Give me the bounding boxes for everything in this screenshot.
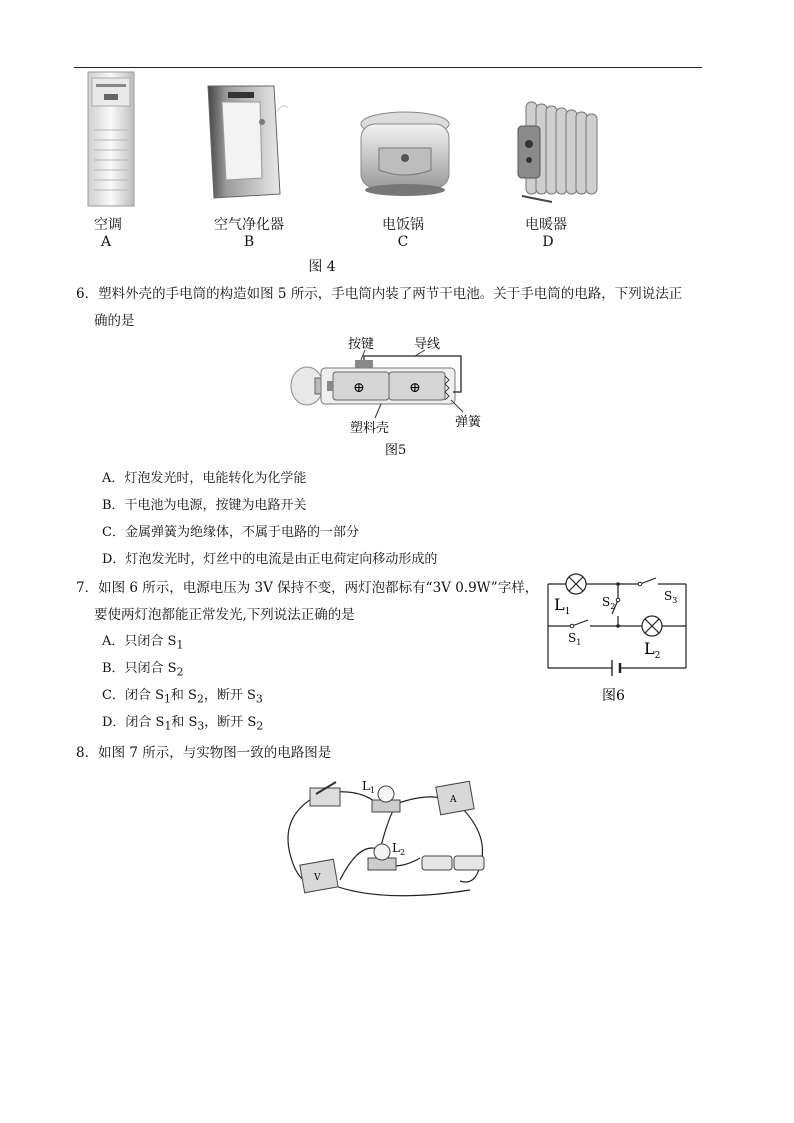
fig6-l2-label: $L_2$ <box>644 639 661 661</box>
q7-stem-line1: 7．如图 6 所示，电源电压为 3V 保持不变，两灯泡都标有“3V 0.9W”字样， <box>76 580 539 596</box>
fig6-s1-label: $S_1$ <box>568 631 582 647</box>
fig7-ammeter-label: A <box>450 795 457 805</box>
q6-option-c: C．金属弹簧为绝缘体，不属于电路的一部分 <box>102 525 359 540</box>
air-purifier-image <box>200 82 290 202</box>
fig4-name-a: 空调 <box>94 217 122 233</box>
q7-stem-line2: 要使两灯泡都能正常发光,下列说法正确的是 <box>94 607 355 623</box>
fig4-letter-b: B <box>243 234 255 250</box>
flashlight-diagram <box>285 336 495 461</box>
label-button: 按键 <box>348 337 375 352</box>
battery-plus-2: ⊕ <box>409 380 421 396</box>
figure-4-caption: 图 4 <box>308 259 336 275</box>
battery-plus-1: ⊕ <box>353 380 365 396</box>
q6-stem-line1: 6．塑料外壳的手电筒的构造如图 5 所示，手电筒内装了两节干电池。关于手电筒的电路，下列说法正 <box>76 286 683 302</box>
fig4-letter-a: A <box>100 234 112 250</box>
header-rule <box>74 67 702 68</box>
electric-heater-image <box>512 96 607 206</box>
label-spring: 弹簧 <box>455 415 482 430</box>
fig7-voltmeter-label: V <box>314 873 321 883</box>
physical-circuit-fig7 <box>280 772 500 900</box>
fig4-name-c: 电饭锅 <box>382 217 424 233</box>
q6-stem-line2: 确的是 <box>94 313 135 329</box>
figure-5-caption: 图5 <box>385 443 407 458</box>
figure-6-caption: 图6 <box>602 688 625 704</box>
fig4-name-d: 电暖器 <box>525 217 567 233</box>
q6-option-d: D．灯泡发光时，灯丝中的电流是由正电荷定向移动形成的 <box>102 552 438 567</box>
q8-stem: 8．如图 7 所示，与实物图一致的电路图是 <box>76 745 332 761</box>
q7-option-b: B．只闭合 $S_2$ <box>102 661 184 679</box>
fig4-letter-d: D <box>542 234 554 250</box>
circuit-diagram-fig6 <box>540 570 700 710</box>
q7-option-a: A．只闭合 $S_1$ <box>102 634 184 652</box>
rice-cooker-image <box>355 108 455 203</box>
air-conditioner-image <box>82 70 142 210</box>
fig7-l1-label: $L_1$ <box>362 779 376 795</box>
label-wire: 导线 <box>414 337 441 352</box>
fig6-l1-label: $L_1$ <box>554 595 571 617</box>
q7-option-c: C．闭合 $S_1$和 $S_2$，断开 $S_3$ <box>102 688 263 706</box>
fig7-l2-label: $L_2$ <box>392 841 406 857</box>
fig4-letter-c: C <box>397 234 409 250</box>
q6-option-a: A．灯泡发光时，电能转化为化学能 <box>102 471 307 486</box>
q7-option-d: D．闭合 $S_1$和 $S_3$，断开 $S_2$ <box>102 715 264 733</box>
fig4-name-b: 空气净化器 <box>214 217 284 233</box>
fig6-s3-label: $S_3$ <box>664 589 678 605</box>
q6-option-b: B．干电池为电源，按键为电路开关 <box>102 498 307 513</box>
fig6-s2-label: $S_2$ <box>602 595 616 611</box>
label-shell: 塑料壳 <box>350 421 390 436</box>
